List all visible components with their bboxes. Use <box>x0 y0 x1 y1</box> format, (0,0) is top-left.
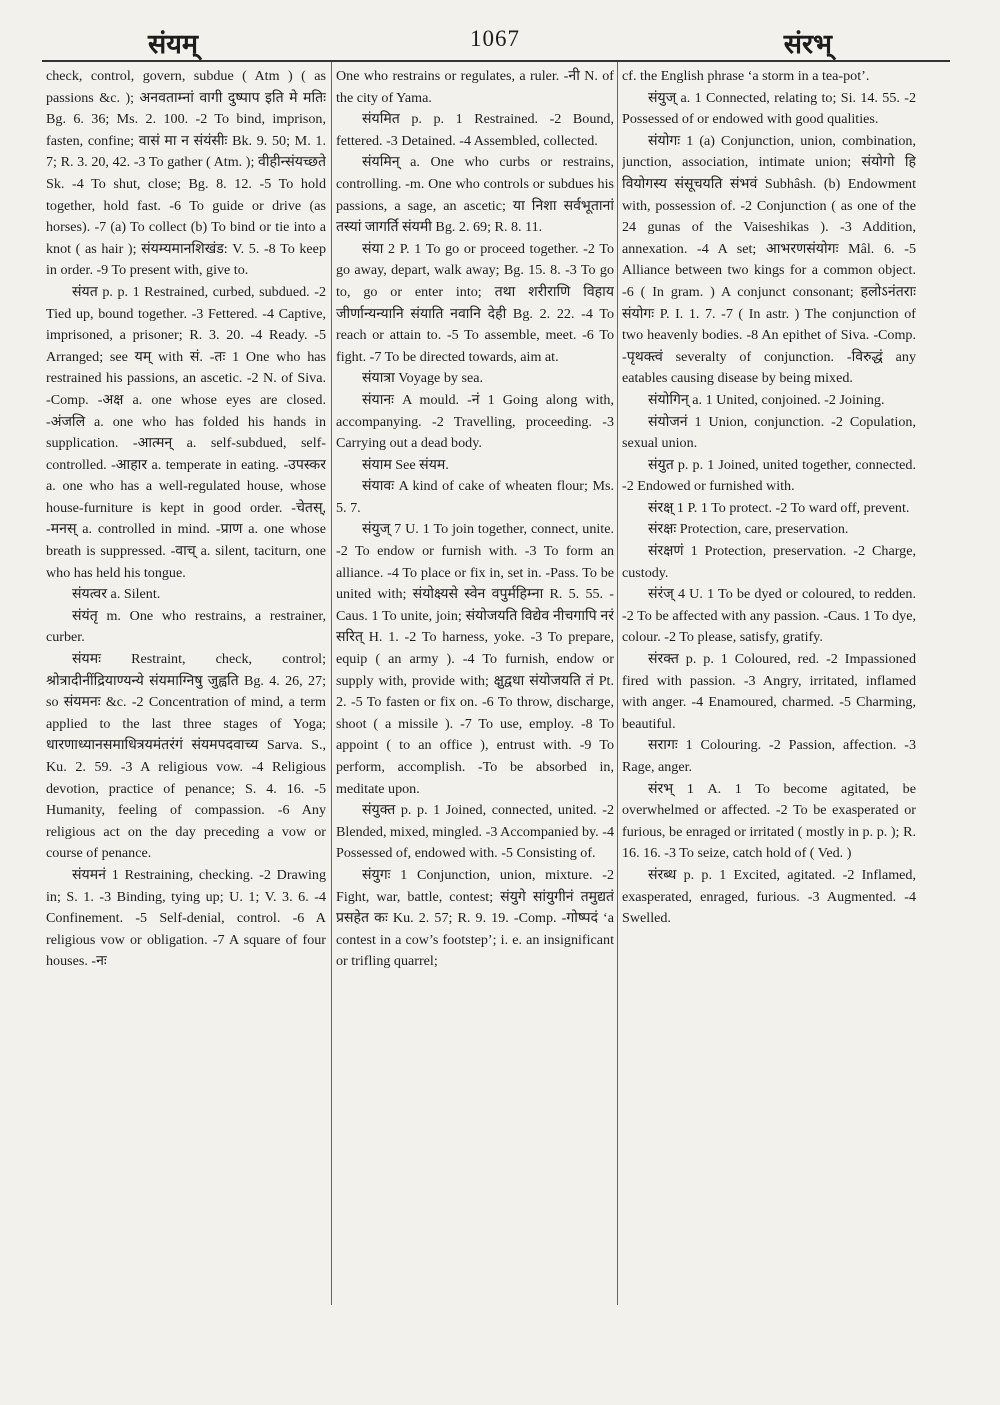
dictionary-entry: संयुत p. p. 1 Joined, united together, connected. -2 Endowed or furnished with. <box>622 456 916 495</box>
left-running-headword: संयम् <box>148 29 199 59</box>
dictionary-entry: संरक्षणं 1 Protection, preservation. -2 Charge, custody. <box>622 543 916 581</box>
dictionary-entry: संयुक्त p. p. 1 Joined, connected, united. -2 Blended, mixed, mingled. -3 Accompanied by. -4 Possessed of, endowed with. -5 Consisting of. <box>336 802 614 862</box>
dictionary-entry: संयुज् a. 1 Connected, relating to; Si. 14. 55. -2 Possessed of or endowed with good qualities. <box>622 89 916 128</box>
dictionary-entry: संरक्षः Protection, care, preservation. <box>648 521 849 538</box>
dictionary-entry: संयावः A kind of cake of wheaten flour; Ms. 5. 7. <box>336 478 614 516</box>
dictionary-entry: संया 2 P. 1 To go or proceed together. -2 To go away, depart, walk away; Bg. 15. 8. -3 To go to, go or enter into; तथा शरीराणि विहाय जीर्णान्यन्यानि संयाति नवानि देही Bg. 2. 22. -4 To reach or attain to. -5 To assemble, meet. -6 To fight. -7 To be directed towards, aim at. <box>336 240 614 365</box>
dictionary-entry: संरंज् 4 U. 1 To be dyed or coloured, to redden. -2 To be affected with any passion. -Caus. 1 To dye, colour. -2 To please, satisfy, gratify. <box>622 586 916 646</box>
text-column-1 <box>46 66 326 1335</box>
dictionary-entry: संयमिन् a. One who curbs or restrains, controlling. -m. One who controls or subdues his passions, a sage, an ascetic; या निशा सर्वभूतानां तस्यां जागर्ति संयमी Bg. 2. 69; R. 8. 11. <box>336 154 614 236</box>
dictionary-entry: संयमित p. p. 1 Restrained. -2 Bound, fettered. -3 Detained. -4 Assembled, collected. <box>336 111 614 149</box>
dictionary-entry: संरक्त p. p. 1 Coloured, red. -2 Impassioned fired with passion. -3 Angry, irritated, inflamed with anger. -4 Enamoured, charmed. -5 Charming, beautiful. <box>622 651 916 732</box>
column-divider-2 <box>617 62 618 1305</box>
dictionary-entry: संयानः A mould. -नं 1 Going along with, accompanying. -2 Travelling, proceeding. -3 Carrying out a dead body. <box>336 391 614 452</box>
right-running-headword: संरभ् <box>783 29 832 59</box>
dictionary-entry: संयोगः 1 (a) Conjunction, union, combination, junction, association, intimate union; संयोगो हि वियोगस्य संसूचयति संभवं Subhâsh. (b) Endowment with, possession of. -2 Conjunction ( as one of the 24 gunas of the Vaiseshikas ). -3 Addition, annexation. -4 A set; आभरणसंयोगः Mâl. 6. -5 Alliance between two kings for a common object. -6 ( In gram. ) A conjunct consonant; हलोऽनंतराः संयोगः P. I. 1. 7. -7 ( In astr. ) The conjunction of two heavenly bodies. -8 An epithet of Siva. -Comp. -पृथक्त्वं severalty of conjunction. -विरुद्धं any eatables causing disease by being mixed. <box>622 132 916 387</box>
dictionary-entry: संयमनं 1 Restraining, checking. -2 Drawing in; S. 1. -3 Binding, tying up; U. 1; V. 3. 6. -4 Confinement. -5 Self-denial, control. -6 A religious vow or obligation. -7 A square of four houses. -नः <box>46 866 326 970</box>
dictionary-entry: संयत्वर a. Silent. <box>72 586 161 603</box>
dictionary-entry: संयोजनं 1 Union, conjunction. -2 Copulation, sexual union. <box>622 413 916 452</box>
dictionary-entry: cf. the English phrase ‘a storm in a tea-pot’. <box>622 68 870 84</box>
dictionary-entry: संयाम See संयम. <box>362 456 449 473</box>
dictionary-entry: संयंतृ m. One who restrains, a restrainer, curber. <box>46 607 326 646</box>
dictionary-entry: संरभ् 1 A. 1 To become agitated, be overwhelmed or affected. -2 To be exasperated or furious, be enraged or irritated ( mostly in p. p. ); R. 16. 16. -3 To seize, catch hold of ( Ved. ) <box>622 780 916 862</box>
dictionary-entry: संयत p. p. 1 Restrained, curbed, subdued. -2 Tied up, bound together. -3 Fettered. -4 Captive, imprisoned, a prisoner; R. 3. 20. -4 Ready. -5 Arranged; see यम् with सं. -तः 1 One who has restrained his passions, an ascetic. -2 N. of Siva. -Comp. -अक्ष a. one whose eyes are closed. -अंजलि a. one who has folded his hands in supplication. -आत्मन् a. self-subdued, self-controlled. -आहार a. temperate in eating. -उपस्कर a. one who has a well-regulated house, whose house-furniture is kept in good order. -चेतस्, -मनस् a. controlled in mind. -प्राण a. one whose breath is suppressed. -वाच् a. silent, taciturn, one who has held his tongue. <box>46 283 326 581</box>
dictionary-entry: संरक्ष् 1 P. 1 To protect. -2 To ward off, prevent. <box>648 499 910 516</box>
dictionary-entry: संयात्रा Voyage by sea. <box>362 370 483 387</box>
dictionary-entry: संयोगिन् a. 1 United, conjoined. -2 Joining. <box>648 391 885 408</box>
dictionary-entry: संयमः Restraint, check, control; श्रोत्रादीनींद्रियाण्यन्ये संयमाग्निषु जुह्वति Bg. 4. 26, 27; so संयमनः &c. -2 Concentration of mind, a term applied to the last three stages of Yoga; धारणाध्यानसमाधित्रयमंतरंगं संयमपदवाच्य Sarva. S., Ku. 2. 59. -3 A religious vow. -4 Religious devotion, practice of penance; S. 4. 16. -5 Humanity, feeling of compassion. -6 Any religious act on the day preceding a vow or course of penance. <box>46 651 326 862</box>
column-divider-1 <box>331 62 332 1305</box>
dictionary-entry: संरब्ध p. p. 1 Excited, agitated. -2 Inflamed, exasperated, enraged, furious. -3 Augmented. -4 Swelled. <box>622 866 916 927</box>
page-header <box>40 18 950 62</box>
dictionary-entry: संयुज् 7 U. 1 To join together, connect, unite. -2 To endow or furnish with. -3 To form an alliance. -4 To place or fix in, set in. -Pass. To be united with; संयोक्ष्यसे स्वेन वपुर्महिम्ना R. 5. 55. -Caus. 1 To unite, join; संयोजयति विद्येव नीचगापि नरं सरित् H. 1. -2 To harness, yoke. -3 To prepare, equip ( an army ). -4 To furnish, endow or supply with, provide with; क्षुद्वधा संयोजयति तं Pt. 2. -5 To fasten or fix on. -6 To throw, discharge, shoot ( a missile ). -7 To use, employ. -8 To appoint ( to an office ), entrust with. -9 To perform, accomplish. -To be absorbed in, meditate upon. <box>336 521 614 797</box>
dictionary-entry: check, control, govern, subdue ( Atm ) ( as passions &c. ); अनवताम्नां वागी दुष्पाप इति मे मतिः Bg. 6. 36; Ms. 2. 100. -2 To bind, imprison, fasten, confine; वासं मा न संयंसीः Bk. 9. 50; M. 1. 7; R. 3. 20, 42. -3 To gather ( Atm. ); वीहीन्संयच्छते Sk. -4 To shut, close; Bg. 8. 12. -5 To hold together, hold fast. -6 To guide or drive (as horses). -7 (a) To collect (b) To bind or tie into a knot ( as hair ); संयम्यमानशिखंड: V. 5. -8 To keep in order. -9 To present with, give to. <box>46 68 326 279</box>
dictionary-entry: संयुगः 1 Conjunction, union, mixture. -2 Fight, war, battle, contest; संयुगे सांयुगीनं तमुद्यतं प्रसहेत कः Ku. 2. 57; R. 9. 19. -Comp. -गोष्पदं ‘a contest in a cow’s footstep’; i. e. an insignificant or trifling quarrel; <box>336 866 614 970</box>
dictionary-entry: सरागः 1 Colouring. -2 Passion, affection. -3 Rage, anger. <box>622 737 916 775</box>
text-column-2 <box>336 66 614 1335</box>
header-rule <box>42 60 950 62</box>
page-number: 1067 <box>470 26 520 51</box>
dictionary-entry: One who restrains or regulates, a ruler. -नी N. of the city of Yama. <box>336 68 614 106</box>
text-column-3 <box>622 66 916 1335</box>
